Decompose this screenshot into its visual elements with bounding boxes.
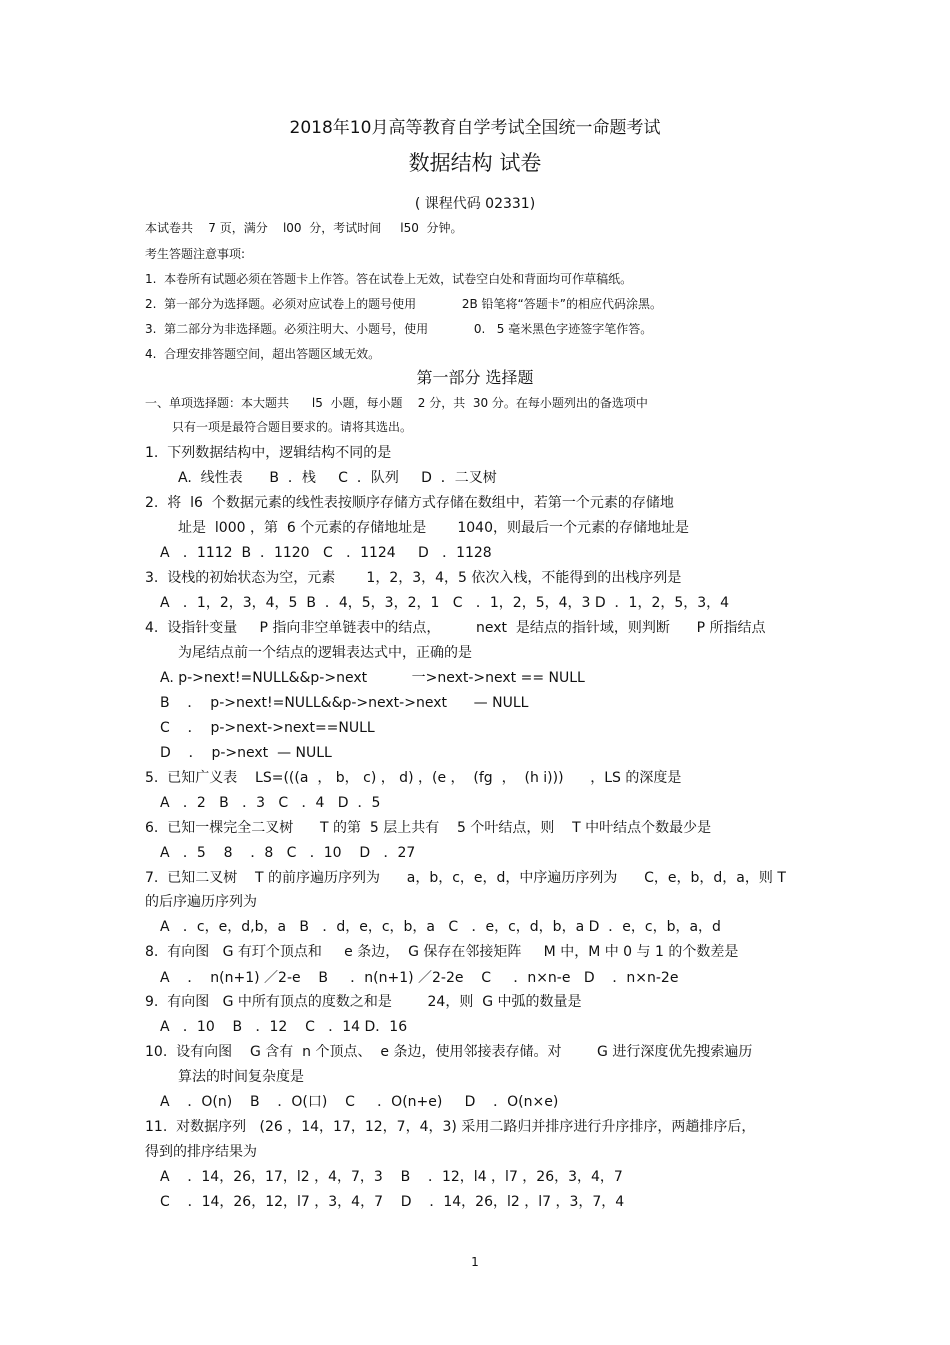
question-options: A ．O(n) B ．O(口) C ．O(n+e) D ．O(n×e)	[160, 1094, 559, 1110]
notice-item: 4. 合理安排答题空间，超出答题区域无效。	[145, 347, 381, 361]
exam-info: 本试卷共 7 页，满分 l00 分，考试时间 l50 分钟。	[145, 221, 463, 235]
question-line: 10. 设有向图 G 含有 n 个顶点、 e 条边，使用邻接表存储。对 G 进行深度优先搜索遍历	[145, 1044, 753, 1060]
question-options: A ．1112 B ．1120 C ．1124 D ．1128	[160, 545, 492, 561]
question-option: D ． p->next — NULL	[160, 745, 332, 761]
question-line: 5. 已知广义表 LS=(((a ， b， c) ， d) ，(e ， (fg ， (h i))) ，LS 的深度是	[145, 770, 682, 786]
question-option: B ． p->next!=NULL&&p->next->next — NULL	[160, 695, 529, 711]
question-line: 4. 设指针变量 P 指向非空单链表中的结点， next 是结点的指针域，则判断 P 所指结点	[145, 620, 766, 636]
question-line: 算法的时间复杂度是	[178, 1069, 304, 1085]
section-instruction: 一、单项选择题：本大题共 l5 小题，每小题 2 分，共 30 分。在每小题列出的备选项中	[145, 396, 648, 410]
question-options: C ．14，26，12，l7 ，3，4，7 D ．14，26，l2 ，l7 ，3，7，4	[160, 1194, 625, 1210]
question-options: A ． n(n+1) ／2-e B ．n(n+1) ／2-2e C ．n×n-e D ．n×n-2e	[160, 970, 679, 986]
question-line: 的后序遍历序列为	[145, 894, 257, 910]
notice-item: 3. 第二部分为非选择题。必须注明大、小题号，使用 0. 5 毫米黑色字迹签字笔作答。	[145, 322, 653, 336]
question-line: 2. 将 l6 个数据元素的线性表按顺序存储方式存储在数组中，若第一个元素的存储地	[145, 495, 674, 511]
notice-item: 2. 第一部分为选择题。必须对应试卷上的题号使用 2B 铅笔将“答题卡”的相应代码涂黑。	[145, 297, 662, 311]
question-line: 3. 设栈的初始状态为空，元素 1，2，3，4，5 依次入栈，不能得到的出栈序列是	[145, 570, 682, 586]
course-code: ( 课程代码 02331)	[414, 196, 536, 212]
question-options: A ．5 8 ．8 C ．10 D ．27	[160, 845, 416, 861]
question-line: 9. 有向图 G 中所有顶点的度数之和是 24，则 G 中弧的数量是	[145, 994, 582, 1010]
question-options: A ．1，2，3，4，5 B ．4，5，3，2，1 C ．1，2，5，4，3 D ．1，2，5，3，4	[160, 595, 730, 611]
section-instruction: 只有一项是最符合题目要求的。请将其选出。	[172, 420, 413, 434]
question-line: 11. 对数据序列 (26 ，14，17，12，7，4，3) 采用二路归并排序进行升序排序，两趟排序后，	[145, 1119, 756, 1135]
question-line: 1. 下列数据结构中，逻辑结构不同的是	[145, 445, 392, 461]
question-option: C ． p->next->next==NULL	[160, 720, 375, 736]
question-option: A. p->next!=NULL&&p->next 一>next->next == NULL	[160, 670, 585, 686]
question-options: A ．10 B ．12 C ．14 D．16	[160, 1019, 408, 1035]
notice-title: 考生答题注意事项:	[145, 247, 246, 261]
question-line: 为尾结点前一个结点的逻辑表达式中，正确的是	[178, 645, 472, 661]
question-options: A. 线性表 B ．栈 C ．队列 D ．二叉树	[178, 470, 497, 486]
question-line: 址是 l000 ，第 6 个元素的存储地址是 1040，则最后一个元素的存储地址是	[178, 520, 689, 536]
exam-title: 2018年10月高等教育自学考试全国统一命题考试	[289, 118, 661, 138]
question-options: A ．2 B ．3 C ．4 D ．5	[160, 795, 381, 811]
question-options: A ．14，26，17，l2 ，4，7，3 B ．12，l4 ，l7 ，26，3，4，7	[160, 1169, 623, 1185]
question-line: 6. 已知一棵完全二叉树 T 的第 5 层上共有 5 个叶结点，则 T 中叶结点个数最少是	[145, 820, 712, 836]
question-line: 7. 已知二叉树 T 的前序遍历序列为 a，b，c，e，d，中序遍历序列为 C，e，b，d，a，则 T	[145, 870, 786, 886]
page-number: 1	[471, 1255, 479, 1269]
notice-item: 1. 本卷所有试题必须在答题卡上作答。答在试卷上无效，试卷空白处和背面均可作草稿纸。	[145, 272, 633, 286]
question-options: A ．c，e，d,b，a B ．d，e，c，b，a C ．e，c，d，b，a D ．e，c，b，a，d	[160, 919, 721, 935]
subject-title: 数据结构 试卷	[408, 151, 542, 175]
question-line: 得到的排序结果为	[145, 1144, 257, 1160]
section-title: 第一部分 选择题	[416, 368, 534, 387]
question-line: 8. 有向图 G 有玎个顶点和 e 条边， G 保存在邻接矩阵 M 中，M 中 0 与 1 的个数差是	[145, 944, 739, 960]
